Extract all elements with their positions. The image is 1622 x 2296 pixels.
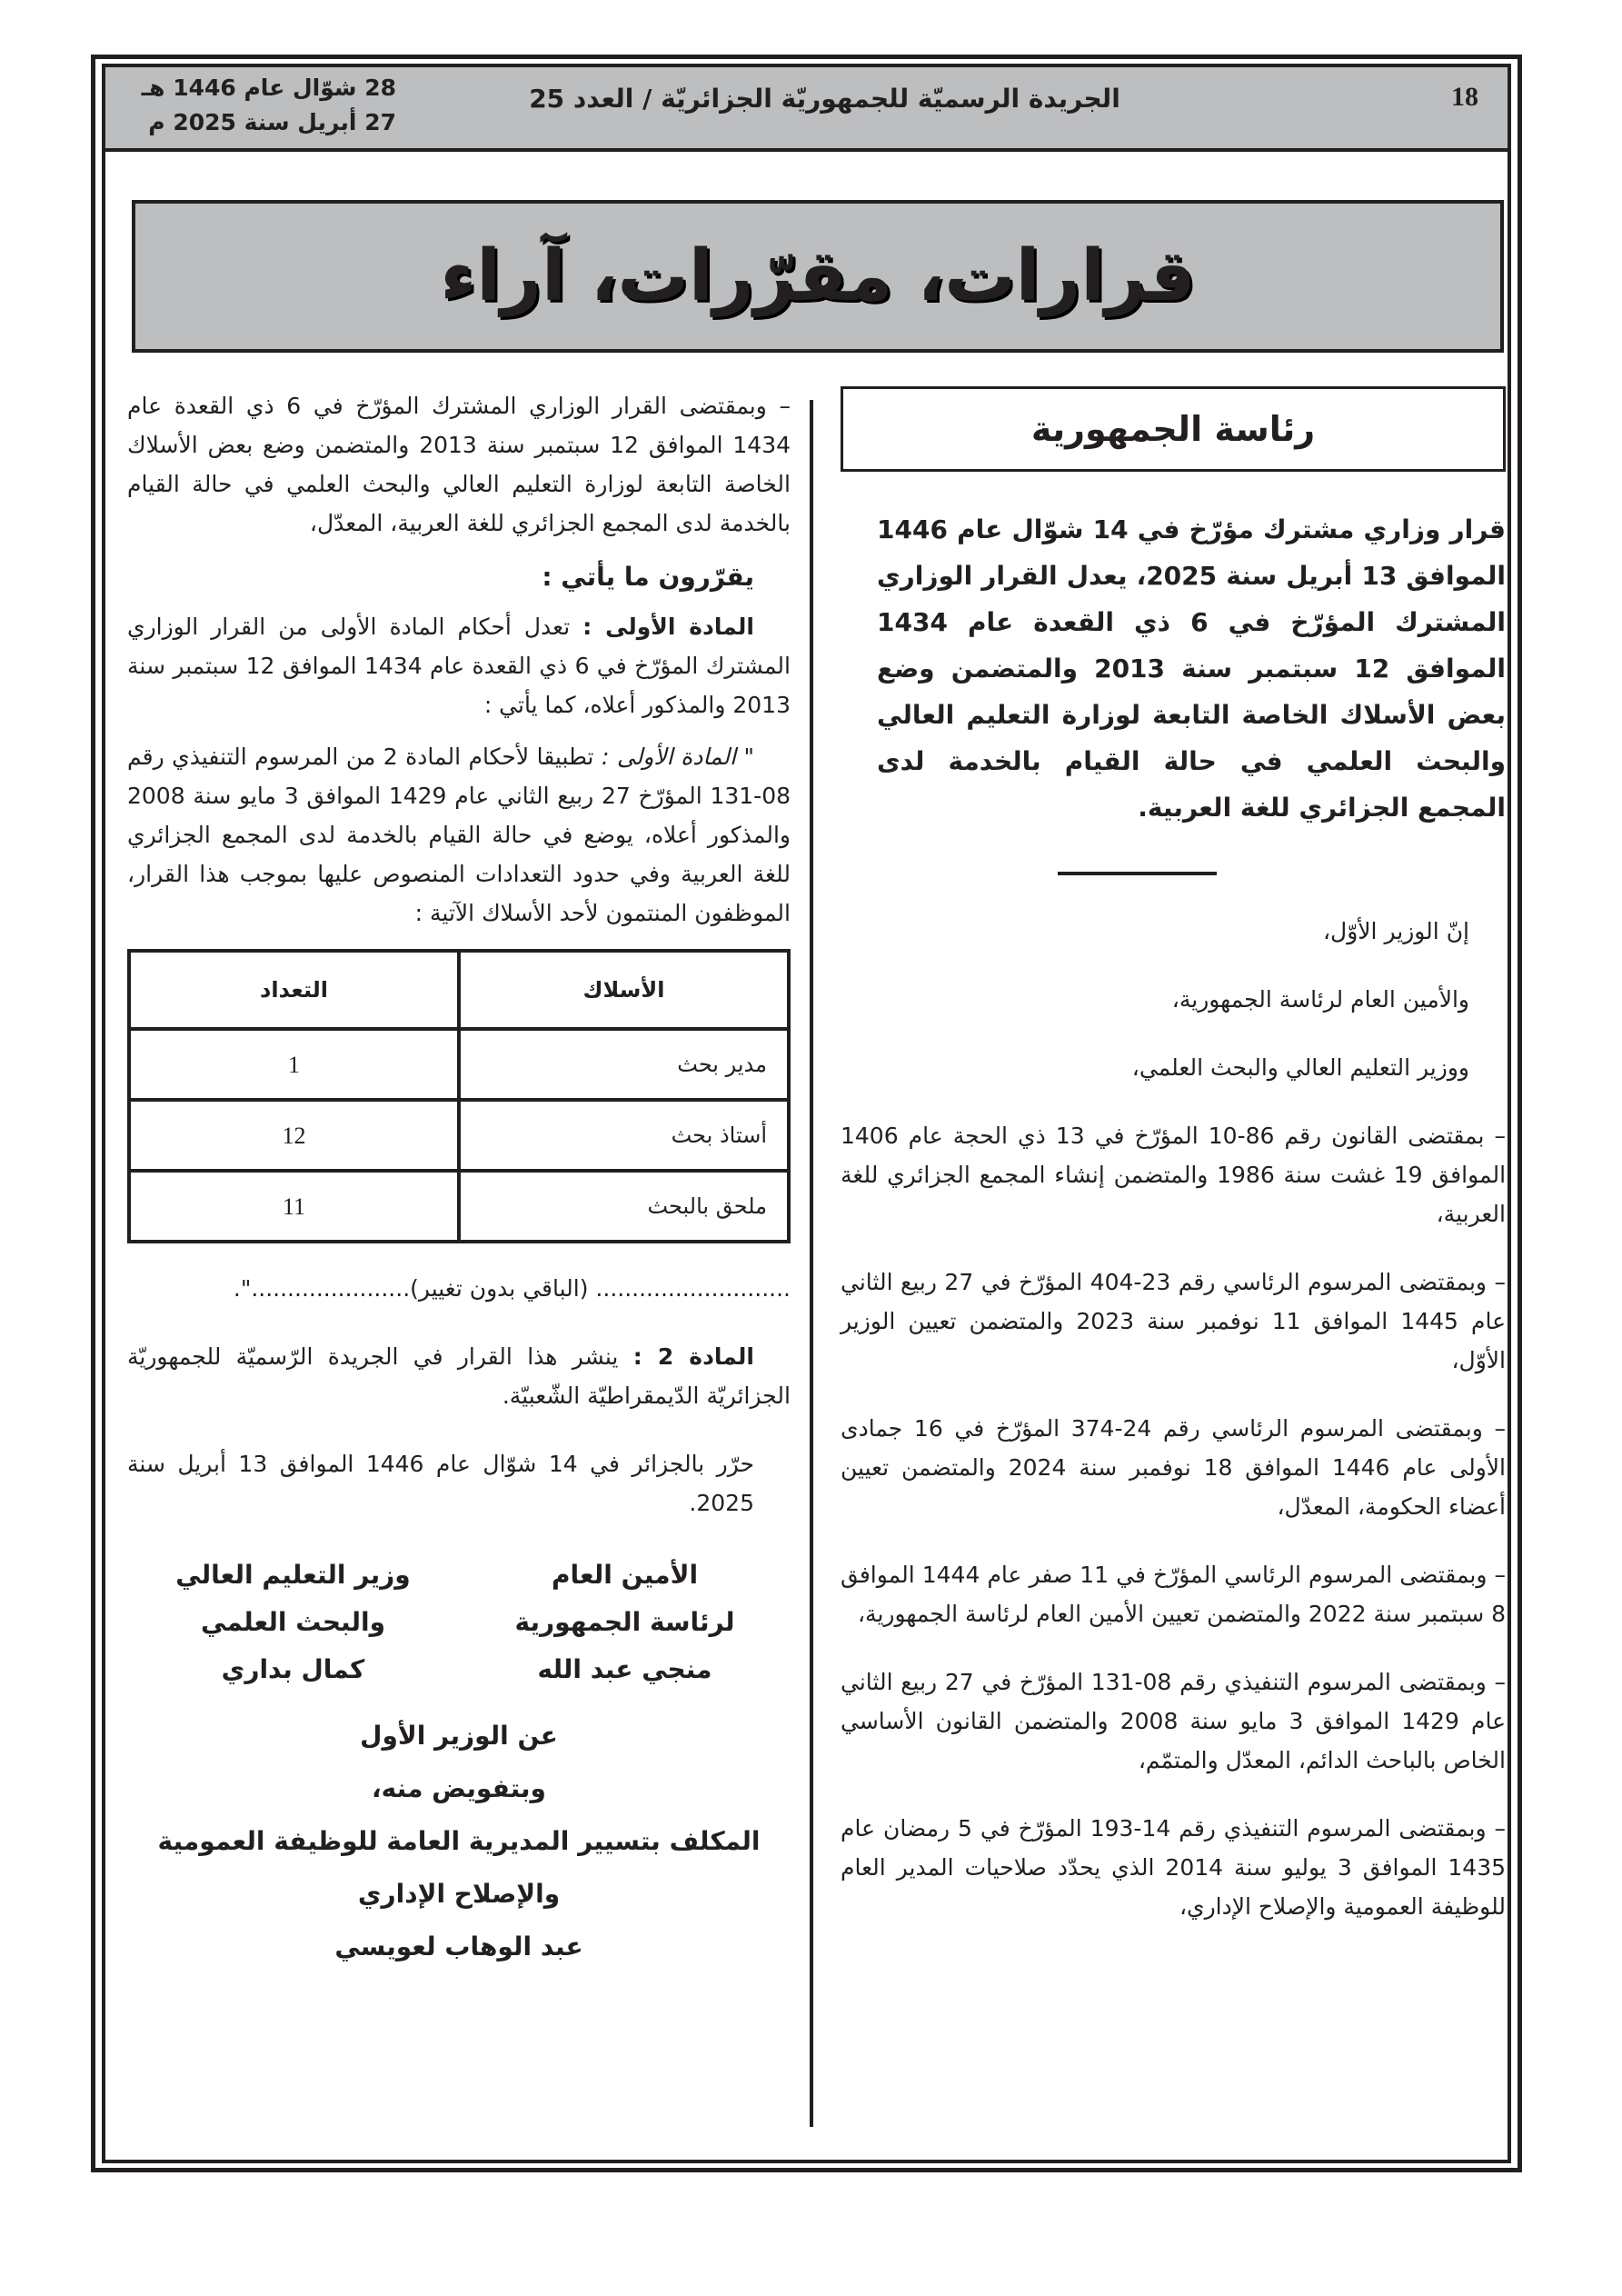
preamble-line: إنّ الوزير الأوّل، <box>1322 918 1469 944</box>
decree-title: قرار وزاري مشترك مؤرّخ في 14 شوّال عام 1446 الموافق 13 أبريل سنة 2025، يعدل القرار الوزاري المشترك المؤرّخ في 6 ذي القعدة عام 1434 الموافق 12 سبتمبر سنة 2013 والمتضمن وضع بعض الأسلاك الخاصة التابعة لوزارة التعليم العالي والبحث العلمي في حالة القيام بالخدمة لدى المجمع الجزائري للغة العربية. <box>877 514 1507 823</box>
remainder-unchanged: ........................... (الباقي بدون تغيير)......................". <box>233 1275 791 1302</box>
section-title: قرارات، مقرّرات، آراء <box>440 235 1196 317</box>
table-row <box>129 1029 789 1100</box>
signatory-line: والإصلاح الإداري <box>357 1879 561 1909</box>
article-1-label: المادة الأولى : <box>582 614 754 640</box>
quoted-article-text: تطبيقا لأحكام المادة 2 من المرسوم التنفيذي رقم 08-131 المؤرّخ 27 ربيع الثاني عام 1429 الموافق 3 مايو سنة 2008 والمذكور أعلاه، يوضع في حالة القيام بالخدمة لدى المجمع الجزائري للغة العربية وفي حدود التعدادات المنصوص عليها بموجب هذا القرار، الموظفون المنتمون لأحد الأسلاك الآتية : <box>127 744 791 926</box>
authority-box <box>841 386 1506 472</box>
corps-name: أستاذ بحث <box>459 1100 789 1171</box>
issue-date-gregorian: 27 أبريل سنة 2025 م <box>148 109 396 135</box>
corps-name: مدير بحث <box>459 1029 789 1100</box>
article-2-text: ينشر هذا القرار في الجريدة الرّسميّة للجمهوريّة الجزائريّة الدّيمقراطيّة الشّعبيّة. <box>127 1343 791 1409</box>
corps-count: 1 <box>129 1029 459 1100</box>
right-column <box>841 386 1506 1955</box>
consideration-paragraph: – وبمقتضى المرسوم الرئاسي رقم 23-404 المؤرّخ في 27 ربيع الثاني عام 1445 الموافق 11 نوفمبر سنة 2023 والمتضمن تعيين الوزير الأوّل، <box>841 1269 1507 1373</box>
signatory-title: الأمين العام <box>551 1560 699 1590</box>
article-2 <box>127 1337 791 1415</box>
signature-minister <box>127 1552 459 1693</box>
column-header-corps: الأسلاك <box>459 951 789 1029</box>
signatory-title: وزير التعليم العالي <box>175 1560 411 1590</box>
issue-date <box>124 71 396 140</box>
decides-heading: يقرّرون ما يأتي : <box>542 562 754 592</box>
preamble-line: ووزير التعليم العالي والبحث العلمي، <box>1131 1054 1469 1081</box>
signatory-name: كمال بداري <box>221 1654 365 1684</box>
preamble-line: والأمين العام لرئاسة الجمهورية، <box>1171 986 1469 1013</box>
signatory-line: عن الوزير الأول <box>360 1721 558 1751</box>
table-row <box>129 1171 789 1242</box>
signature-block <box>127 1552 791 1693</box>
consideration-paragraph: – وبمقتضى المرسوم التنفيذي رقم 08-131 المؤرّخ في 27 ربيع الثاني عام 1429 الموافق 3 مايو سنة 2008 والمتضمن القانون الأساسي الخاص بالباحث الدائم، المعدّل والمتمّم، <box>841 1669 1506 1773</box>
table-header-row <box>129 951 789 1029</box>
signatory-name: عبد الوهاب لعويسي <box>334 1932 583 1962</box>
article-1 <box>127 607 791 724</box>
quoted-article-label: " المادة الأولى : <box>601 744 754 770</box>
authority-heading: رئاسة الجمهورية <box>1030 408 1316 449</box>
quoted-article <box>127 737 791 933</box>
consideration-paragraph: – بمقتضى القانون رقم 86-10 المؤرّخ في 13 ذي الحجة عام 1406 الموافق 19 غشت سنة 1986 والمتضمن إنشاء المجمع الجزائري للغة العربية، <box>841 1123 1507 1227</box>
page-number: 18 <box>1451 82 1478 112</box>
issue-date-hijri: 28 شوّال عام 1446 هـ <box>141 75 396 101</box>
consideration-paragraph: – وبمقتضى المرسوم التنفيذي رقم 14-193 المؤرّخ في 5 رمضان عام 1435 الموافق 3 يوليو سنة 2014 الذي يحدّد صلاحيات المدير العام للوظيفة العمومية والإصلاح الإداري، <box>841 1815 1507 1920</box>
signatory-line: المكلف بتسيير المديرية العامة للوظيفة العمومية <box>157 1826 761 1856</box>
left-column <box>127 386 791 1973</box>
section-banner <box>132 200 1504 353</box>
column-header-count: التعداد <box>129 951 459 1029</box>
table-row <box>129 1100 789 1171</box>
corps-table <box>127 949 791 1243</box>
consideration-paragraph: – وبمقتضى القرار الوزاري المشترك المؤرّخ في 6 ذي القعدة عام 1434 الموافق 12 سبتمبر سنة 2013 والمتضمن وضع بعض الأسلاك الخاصة التابعة لوزارة التعليم العالي والبحث العلمي في حالة القيام بالخدمة لدى المجمع الجزائري للغة العربية، المعدّل، <box>127 393 791 536</box>
running-header <box>105 67 1508 152</box>
column-divider <box>810 400 813 2127</box>
publication-title: الجريدة الرسميّة للجمهوريّة الجزائريّة / العدد 25 <box>529 84 1120 114</box>
signature-prime-minister-delegate <box>127 1710 791 1973</box>
signature-secretary-general <box>459 1552 791 1693</box>
corps-count: 12 <box>129 1100 459 1171</box>
article-1-text: تعدل أحكام المادة الأولى من القرار الوزاري المشترك المؤرّخ في 6 ذي القعدة عام 1434 الموافق 12 سبتمبر سنة 2013 والمذكور أعلاه، كما يأتي : <box>127 614 791 718</box>
done-at: حرّر بالجزائر في 14 شوّال عام 1446 الموافق 13 أبريل سنة 2025. <box>127 1451 754 1516</box>
signatory-line: وبتفويض منه، <box>372 1773 546 1803</box>
separator-rule <box>1058 872 1217 875</box>
consideration-paragraph: – وبمقتضى المرسوم الرئاسي رقم 24-374 المؤرّخ في 16 جمادى الأولى عام 1446 الموافق 18 نوفمبر سنة 2024 والمتضمن تعيين أعضاء الحكومة، المعدّل، <box>841 1415 1507 1520</box>
corps-name: ملحق بالبحث <box>459 1171 789 1242</box>
corps-count: 11 <box>129 1171 459 1242</box>
signatory-name: منجي عبد الله <box>537 1654 712 1684</box>
signatory-title: والبحث العلمي <box>201 1607 385 1637</box>
signatory-title: لرئاسة الجمهورية <box>514 1607 735 1637</box>
consideration-paragraph: – وبمقتضى المرسوم الرئاسي المؤرّخ في 11 صفر عام 1444 الموافق 8 سبتمبر سنة 2022 والمتضمن تعيين الأمين العام لرئاسة الجمهورية، <box>841 1562 1507 1627</box>
article-2-label: المادة 2 : <box>632 1343 754 1370</box>
